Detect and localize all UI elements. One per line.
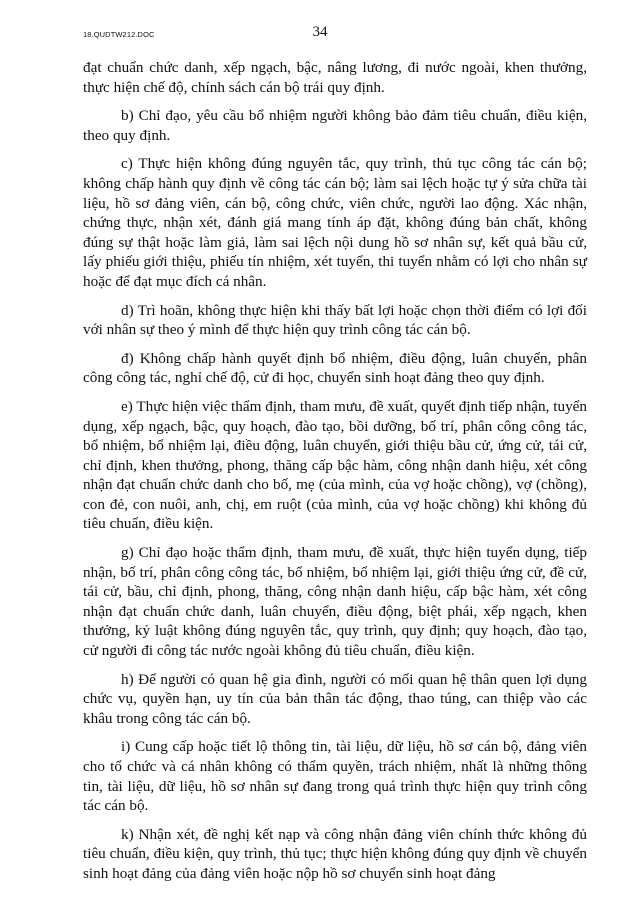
page-number: 34 — [312, 24, 328, 40]
paragraph-continuation: đạt chuẩn chức danh, xếp ngạch, bậc, nâng lương, đi nước ngoài, khen thưởng, thực hiện chế độ, chính sách cán bộ trái quy định. — [83, 59, 587, 96]
file-label: 18.QUDTW212.DOC — [83, 30, 155, 39]
paragraph-h: h) Để người có quan hệ gia đình, người có mối quan hệ thân quen lợi dụng chức vụ, quyền hạn, uy tín của bản thân tác động, thao túng, can thiệp vào các khâu trong công tác cán bộ. — [83, 670, 587, 727]
paragraph-c: c) Thực hiện không đúng nguyên tắc, quy trình, thủ tục công tác cán bộ; không chấp hành quy định về công tác cán bộ; làm sai lệch hoặc tự ý sửa chữa tài liệu, hồ sơ đảng viên, cán bộ, công chức, viên chức, người lao động. Xác nhận, chứng thực, nhận xét, đánh giá mang tính áp đặt, không đúng bản chất, không đúng sự thật hoặc làm giả, làm sai lệch nội dung hồ sơ nhân sự, kết quả bầu cử, lấy phiếu giới thiệu, phiếu tín nhiệm, xét tuyển, thi tuyển nhằm có lợi cho nhân sự hoặc để đạt mục đích cá nhân. — [83, 155, 587, 290]
paragraph-d: d) Trì hoãn, không thực hiện khi thấy bất lợi hoặc chọn thời điểm có lợi đối với nhân sự theo ý mình để thực hiện quy trình công tác cán bộ. — [83, 301, 587, 339]
paragraph-dd: đ) Không chấp hành quyết định bổ nhiệm, điều động, luân chuyển, phân công công tác, nghỉ chế độ, cử đi học, chuyển sinh hoạt đảng theo quy định. — [83, 349, 587, 387]
paragraph-i: i) Cung cấp hoặc tiết lộ thông tin, tài liệu, dữ liệu, hồ sơ cán bộ, đảng viên cho tổ chức và cá nhân không có thẩm quyền, trách nhiệm, nhất là những thông tin, tài liệu, dữ liệu, hồ sơ nhân sự đang trong quá trình thực hiện quy trình công tác cán bộ. — [83, 738, 587, 815]
paragraph-b: b) Chỉ đạo, yêu cầu bổ nhiệm người không bảo đảm tiêu chuẩn, điều kiện, theo quy định. — [83, 107, 587, 144]
paragraph-e: e) Thực hiện việc thẩm định, tham mưu, đề xuất, quyết định tiếp nhận, tuyển dụng, xếp ngạch, bậc, quy hoạch, đào tạo, bồi dưỡng, bố trí, phân công công tác, bổ nhiệm, bổ nhiệm lại, điều động, luân chuyển, giới thiệu bầu cử, ứng cử, tái cử, chỉ định, khen thưởng, phong, thăng cấp bậc hàm, công nhận danh hiệu, xét công nhận đạt chuẩn chức danh cho bố, mẹ (của mình, của vợ hoặc chồng), vợ (chồng), con đẻ, con nuôi, anh, chị, em ruột (của mình, của vợ hoặc chồng) khi không đủ tiêu chuẩn, điều kiện. — [83, 397, 587, 533]
paragraph-k: k) Nhận xét, đề nghị kết nạp và công nhận đảng viên chính thức không đủ tiêu chuẩn, điều kiện, quy trình, thủ tục; thực hiện không đúng quy định về chuyển sinh hoạt đảng của đảng viên hoặc nộp hồ sơ chuyển sinh hoạt đảng — [83, 825, 587, 882]
document-body — [83, 58, 587, 893]
paragraph-g: g) Chỉ đạo hoặc thẩm định, tham mưu, đề xuất, thực hiện tuyển dụng, tiếp nhận, bố trí, phân công công tác, bổ nhiệm, bổ nhiệm lại, giới thiệu ứng cử, đề cử, tái cử, bầu, chỉ định, phong, thăng, công nhận danh hiệu, cấp bậc hàm, xét công nhận đạt chuẩn chức danh, luân chuyển, điều động, biệt phái, xếp ngạch, khen thưởng, kỷ luật không đúng nguyên tắc, quy trình, quy định; quy hoạch, đào tạo, cử người đi công tác nước ngoài không đủ tiêu chuẩn, điều kiện. — [83, 544, 587, 660]
